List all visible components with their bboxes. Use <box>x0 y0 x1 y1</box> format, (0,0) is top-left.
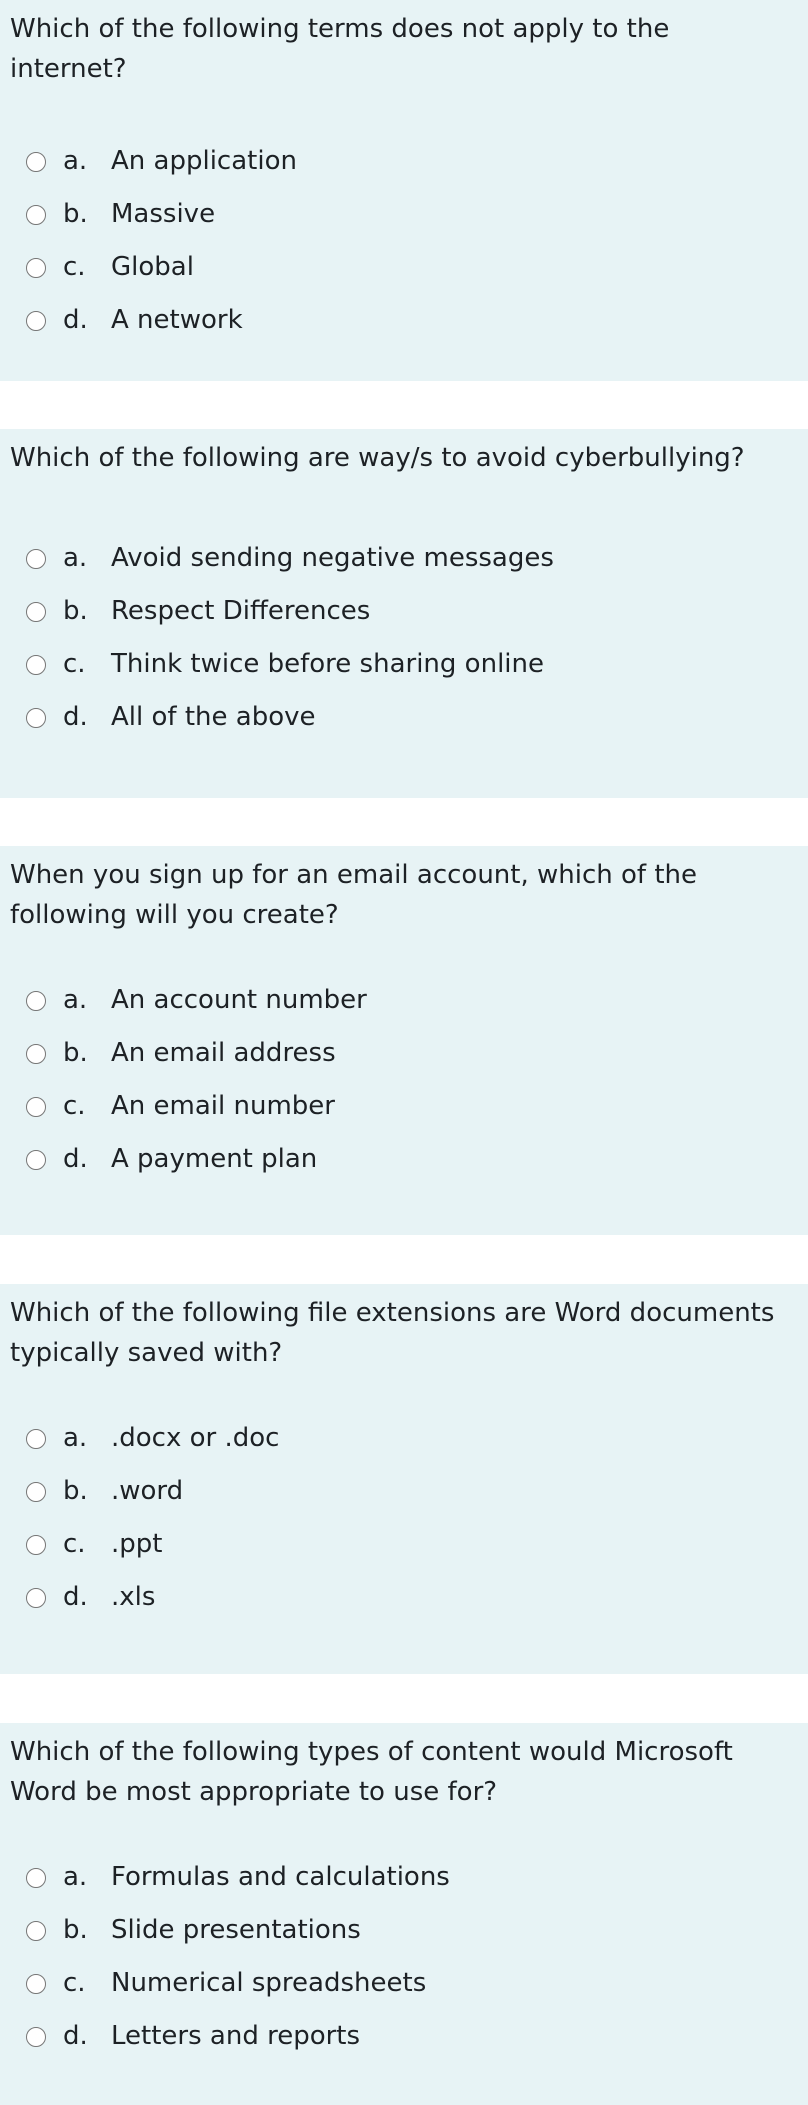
answer-letter: a. <box>63 1862 88 1892</box>
answer-letter: b. <box>63 1476 88 1506</box>
radio-button[interactable] <box>26 991 46 1011</box>
answer-label: Respect Differences <box>111 596 371 626</box>
radio-button[interactable] <box>26 205 46 225</box>
answer-letter: a. <box>63 985 88 1015</box>
radio-button[interactable] <box>26 602 46 622</box>
answer-letter: c. <box>63 1529 86 1559</box>
question-block <box>0 0 808 381</box>
answer-label: Massive <box>111 199 216 229</box>
answer-label: Avoid sending negative messages <box>111 543 554 573</box>
answer-option[interactable] <box>0 690 808 743</box>
answer-letter: d. <box>63 2021 88 2051</box>
answer-option[interactable] <box>0 1132 808 1185</box>
answer-label: A network <box>111 305 243 335</box>
answer-option[interactable] <box>0 1517 808 1570</box>
radio-button[interactable] <box>26 152 46 172</box>
answer-letter: b. <box>63 596 88 626</box>
answer-option[interactable] <box>0 1411 808 1464</box>
answer-option[interactable] <box>0 1570 808 1623</box>
question-text: Which of the following terms does not apply to the internet? <box>10 14 670 84</box>
question-text: Which of the following types of content would Microsoft Word be most appropriate to use for? <box>10 1737 733 1807</box>
answer-label: Global <box>111 252 194 282</box>
answer-letter: d. <box>63 1144 88 1174</box>
radio-button[interactable] <box>26 1868 46 1888</box>
answer-option[interactable] <box>0 637 808 690</box>
radio-button[interactable] <box>26 549 46 569</box>
answer-letter: c. <box>63 1968 86 1998</box>
answer-label: Letters and reports <box>111 2021 361 2051</box>
radio-button[interactable] <box>26 1974 46 1994</box>
radio-button[interactable] <box>26 655 46 675</box>
answer-option[interactable] <box>0 2009 808 2062</box>
answer-option[interactable] <box>0 1079 808 1132</box>
answer-letter: d. <box>63 702 88 732</box>
question-block <box>0 846 808 1235</box>
question-block <box>0 1284 808 1674</box>
answer-letter: d. <box>63 305 88 335</box>
answer-option[interactable] <box>0 584 808 637</box>
answer-label: Formulas and calculations <box>111 1862 450 1892</box>
answer-letter: b. <box>63 199 88 229</box>
radio-button[interactable] <box>26 1150 46 1170</box>
answer-letter: b. <box>63 1038 88 1068</box>
answer-option[interactable] <box>0 531 808 584</box>
answer-label: An account number <box>111 985 367 1015</box>
radio-button[interactable] <box>26 311 46 331</box>
answer-label: .xls <box>111 1582 156 1612</box>
answer-label: .word <box>111 1476 184 1506</box>
radio-button[interactable] <box>26 258 46 278</box>
answer-label: Think twice before sharing online <box>111 649 544 679</box>
answer-letter: c. <box>63 1091 86 1121</box>
answer-letter: a. <box>63 1423 88 1453</box>
answer-letter: d. <box>63 1582 88 1612</box>
answer-letter: c. <box>63 252 86 282</box>
answer-letter: c. <box>63 649 86 679</box>
answer-option[interactable] <box>0 187 808 240</box>
answer-label: An email number <box>111 1091 335 1121</box>
answer-list <box>0 531 808 743</box>
answer-list <box>0 1411 808 1623</box>
question-text: Which of the following file extensions are Word documents typically saved with? <box>10 1298 775 1368</box>
answer-label: .docx or .doc <box>111 1423 280 1453</box>
answer-option[interactable] <box>0 1903 808 1956</box>
answer-option[interactable] <box>0 973 808 1026</box>
answer-label: .ppt <box>111 1529 163 1559</box>
answer-label: An application <box>111 146 297 176</box>
question-text: When you sign up for an email account, which of the following will you create? <box>10 860 697 930</box>
answer-letter: a. <box>63 146 88 176</box>
radio-button[interactable] <box>26 1482 46 1502</box>
answer-option[interactable] <box>0 1956 808 2009</box>
radio-button[interactable] <box>26 1535 46 1555</box>
radio-button[interactable] <box>26 1429 46 1449</box>
radio-button[interactable] <box>26 1921 46 1941</box>
radio-button[interactable] <box>26 2027 46 2047</box>
answer-list <box>0 973 808 1185</box>
answer-option[interactable] <box>0 1464 808 1517</box>
radio-button[interactable] <box>26 1044 46 1064</box>
answer-option[interactable] <box>0 1026 808 1079</box>
answer-option[interactable] <box>0 240 808 293</box>
answer-list <box>0 134 808 346</box>
radio-button[interactable] <box>26 1097 46 1117</box>
answer-label: All of the above <box>111 702 316 732</box>
answer-option[interactable] <box>0 293 808 346</box>
answer-list <box>0 1850 808 2062</box>
question-text: Which of the following are way/s to avoid cyberbullying? <box>10 443 745 473</box>
answer-label: Slide presentations <box>111 1915 361 1945</box>
answer-letter: a. <box>63 543 88 573</box>
answer-option[interactable] <box>0 134 808 187</box>
answer-label: A payment plan <box>111 1144 318 1174</box>
answer-option[interactable] <box>0 1850 808 1903</box>
question-block <box>0 1723 808 2105</box>
answer-letter: b. <box>63 1915 88 1945</box>
question-block <box>0 429 808 798</box>
answer-label: Numerical spreadsheets <box>111 1968 427 1998</box>
answer-label: An email address <box>111 1038 336 1068</box>
radio-button[interactable] <box>26 708 46 728</box>
radio-button[interactable] <box>26 1588 46 1608</box>
